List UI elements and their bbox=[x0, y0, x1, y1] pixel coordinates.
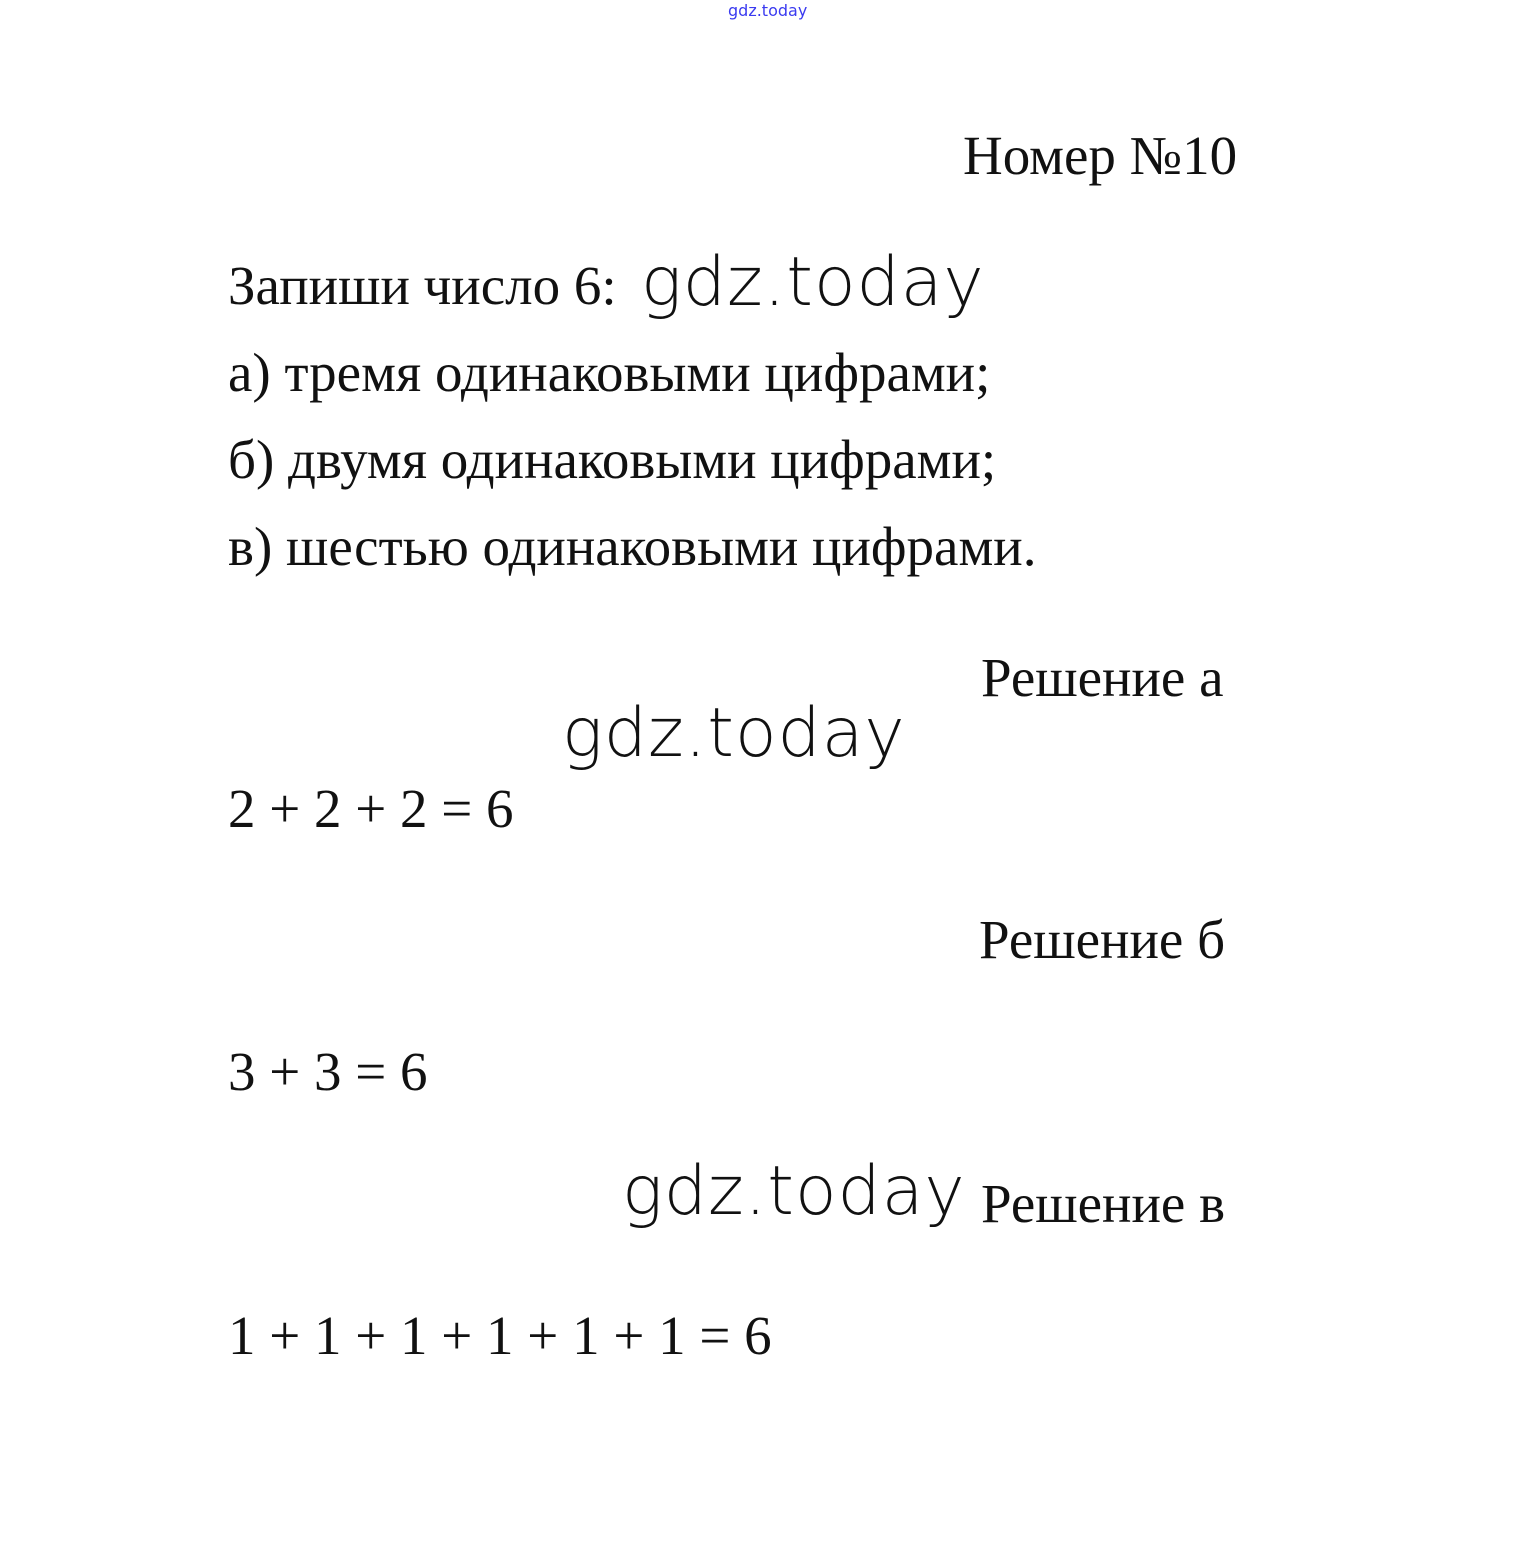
solution-equation-c: 1 + 1 + 1 + 1 + 1 + 1 = 6 bbox=[228, 1305, 772, 1366]
watermark-title-line: gdz.today bbox=[641, 243, 985, 322]
solution-equation-a: 2 + 2 + 2 = 6 bbox=[228, 778, 514, 839]
page-title: Номер №10 bbox=[963, 125, 1238, 186]
watermark-middle: gdz.today bbox=[562, 694, 906, 773]
top-watermark: gdz.today bbox=[728, 1, 808, 20]
solution-heading-c: Решение в bbox=[981, 1173, 1226, 1234]
solution-equation-b: 3 + 3 = 6 bbox=[228, 1041, 428, 1102]
watermark-lower: gdz.today bbox=[622, 1152, 966, 1231]
task-item-a: а) тремя одинаковыми цифрами; bbox=[228, 342, 991, 403]
task-intro: Запиши число 6: bbox=[228, 255, 617, 316]
task-item-c: в) шестью одинаковыми цифрами. bbox=[228, 516, 1037, 577]
task-item-b: б) двумя одинаковыми цифрами; bbox=[228, 429, 997, 490]
solution-heading-b: Решение б bbox=[979, 909, 1226, 970]
solution-heading-a: Решение а bbox=[981, 647, 1224, 708]
